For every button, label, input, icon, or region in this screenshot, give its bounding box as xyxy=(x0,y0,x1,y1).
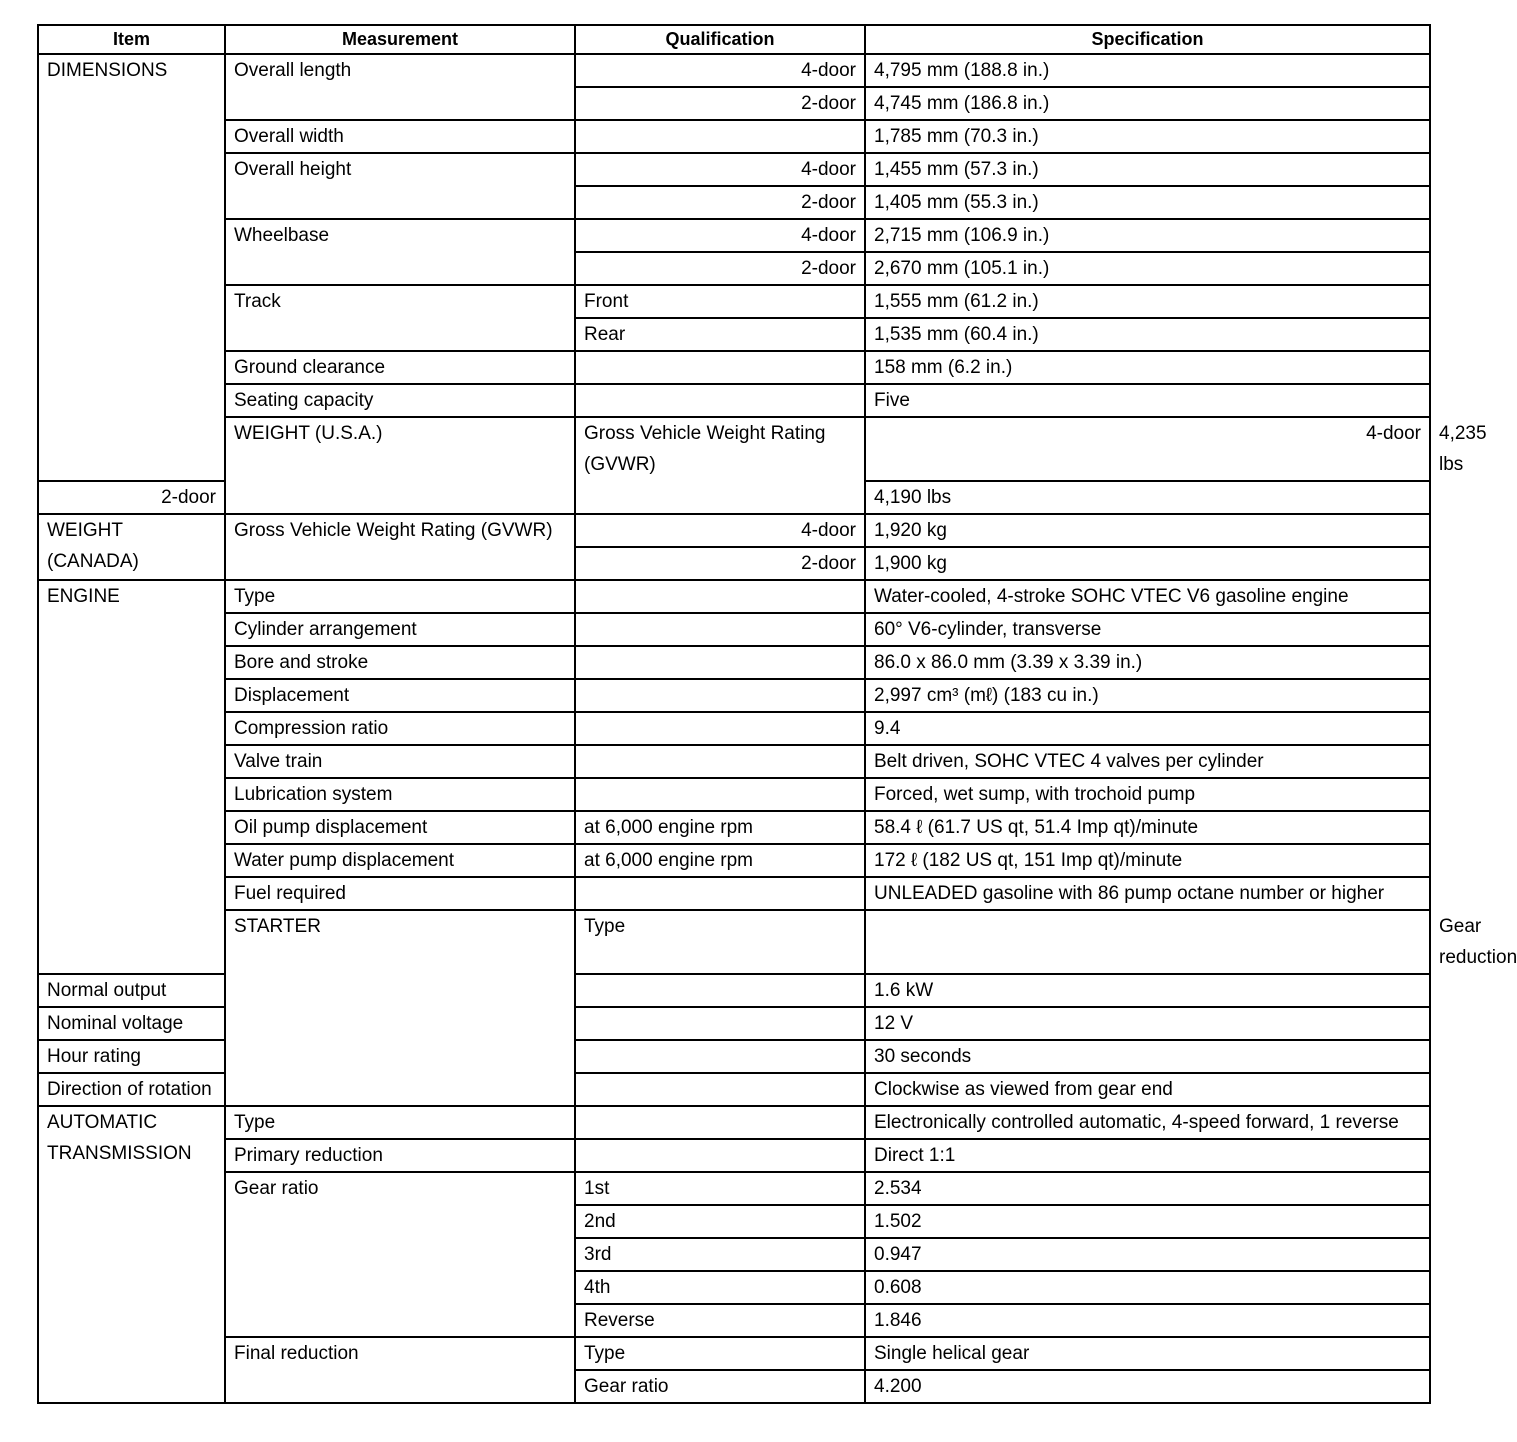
qualification-cell xyxy=(575,1073,865,1106)
item-cell: ENGINE xyxy=(38,580,225,974)
table-row xyxy=(38,646,1430,679)
specification-cell: 1,900 kg xyxy=(865,547,1430,580)
specification-cell: 1,555 mm (61.2 in.) xyxy=(865,285,1430,318)
qualification-cell: Reverse xyxy=(575,1304,865,1337)
specification-cell: Clockwise as viewed from gear end xyxy=(865,1073,1430,1106)
measurement-cell: Water pump displacement xyxy=(225,844,575,877)
table-row xyxy=(38,877,1430,910)
qualification-cell xyxy=(575,745,865,778)
measurement-cell: Cylinder arrangement xyxy=(225,613,575,646)
table-row: WEIGHT (U.S.A.) Gross Vehicle Weight Rating (GVWR) 4-door 4,235 lbs xyxy=(38,417,1430,481)
specification-cell: 172 ℓ (182 US qt, 151 Imp qt)/minute xyxy=(865,844,1430,877)
qualification-cell xyxy=(575,974,865,1007)
qualification-cell: 4-door xyxy=(575,54,865,87)
table-row xyxy=(38,613,1430,646)
qualification-cell: at 6,000 engine rpm xyxy=(575,811,865,844)
qualification-cell xyxy=(575,646,865,679)
item-cell: STARTER xyxy=(225,910,575,1106)
qualification-cell: Rear xyxy=(575,318,865,351)
specification-cell: 1,405 mm (55.3 in.) xyxy=(865,186,1430,219)
specification-cell: 4.200 xyxy=(865,1370,1430,1403)
table-row xyxy=(38,384,1430,417)
qualification-cell: Front xyxy=(575,285,865,318)
table-row xyxy=(38,514,1430,547)
qualification-cell xyxy=(575,1007,865,1040)
qualification-cell: Type xyxy=(575,1337,865,1370)
table-row xyxy=(38,351,1430,384)
table-row xyxy=(38,285,1430,318)
header-item: Item xyxy=(38,25,225,54)
specification-cell: 4,745 mm (186.8 in.) xyxy=(865,87,1430,120)
qualification-cell xyxy=(575,679,865,712)
specification-cell: 1,920 kg xyxy=(865,514,1430,547)
specification-cell: 0.947 xyxy=(865,1238,1430,1271)
qualification-cell xyxy=(575,877,865,910)
qualification-cell: 4-door xyxy=(575,153,865,186)
table-row xyxy=(38,1172,1430,1205)
table-row xyxy=(38,153,1430,186)
measurement-cell: Final reduction xyxy=(225,1337,575,1403)
specification-cell: 12 V xyxy=(865,1007,1430,1040)
measurement-cell: Bore and stroke xyxy=(225,646,575,679)
specification-cell: 58.4 ℓ (61.7 US qt, 51.4 Imp qt)/minute xyxy=(865,811,1430,844)
table-row xyxy=(38,844,1430,877)
specification-cell: 1,535 mm (60.4 in.) xyxy=(865,318,1430,351)
specification-cell: Forced, wet sump, with trochoid pump xyxy=(865,778,1430,811)
header-specification: Specification xyxy=(865,25,1430,54)
specification-cell: 1,455 mm (57.3 in.) xyxy=(865,153,1430,186)
specification-cell: 158 mm (6.2 in.) xyxy=(865,351,1430,384)
qualification-cell: 2nd xyxy=(575,1205,865,1238)
table-row xyxy=(38,712,1430,745)
qualification-cell xyxy=(575,1106,865,1139)
qualification-cell: 4-door xyxy=(575,219,865,252)
qualification-cell xyxy=(575,778,865,811)
specifications-table xyxy=(37,24,1517,1404)
table-body xyxy=(38,54,1517,1403)
specification-cell: 86.0 x 86.0 mm (3.39 x 3.39 in.) xyxy=(865,646,1430,679)
item-cell: AUTOMATIC TRANSMISSION xyxy=(38,1106,225,1403)
specification-cell: UNLEADED gasoline with 86 pump octane number or higher xyxy=(865,877,1430,910)
qualification-cell: Gear ratio xyxy=(575,1370,865,1403)
qualification-cell xyxy=(575,351,865,384)
measurement-cell: Overall length xyxy=(225,54,575,120)
specification-cell: 30 seconds xyxy=(865,1040,1430,1073)
measurement-cell: Gross Vehicle Weight Rating (GVWR) xyxy=(575,417,865,514)
specification-cell: 2.534 xyxy=(865,1172,1430,1205)
table-row xyxy=(38,580,1430,613)
measurement-cell: Valve train xyxy=(225,745,575,778)
specification-cell: 2,997 cm³ (mℓ) (183 cu in.) xyxy=(865,679,1430,712)
qualification-cell: 4-door xyxy=(575,514,865,547)
measurement-cell: Fuel required xyxy=(225,877,575,910)
qualification-cell xyxy=(865,910,1430,974)
measurement-cell: Seating capacity xyxy=(225,384,575,417)
header-qualification: Qualification xyxy=(575,25,865,54)
specification-cell: Five xyxy=(865,384,1430,417)
table-row xyxy=(38,679,1430,712)
specification-cell: Water-cooled, 4-stroke SOHC VTEC V6 gasoline engine xyxy=(865,580,1430,613)
specification-cell: 9.4 xyxy=(865,712,1430,745)
measurement-cell: Compression ratio xyxy=(225,712,575,745)
specification-cell: 1.6 kW xyxy=(865,974,1430,1007)
measurement-cell: Nominal voltage xyxy=(38,1007,225,1040)
measurement-cell: Direction of rotation xyxy=(38,1073,225,1106)
qualification-cell xyxy=(575,712,865,745)
qualification-cell xyxy=(575,120,865,153)
measurement-cell: Ground clearance xyxy=(225,351,575,384)
header-measurement: Measurement xyxy=(225,25,575,54)
table-row xyxy=(38,1106,1430,1139)
measurement-cell: Normal output xyxy=(38,974,225,1007)
measurement-cell: Hour rating xyxy=(38,1040,225,1073)
qualification-cell: 2-door xyxy=(575,186,865,219)
qualification-cell: 4-door xyxy=(865,417,1430,481)
table-row xyxy=(38,778,1430,811)
qualification-cell: at 6,000 engine rpm xyxy=(575,844,865,877)
measurement-cell: Track xyxy=(225,285,575,351)
measurement-cell: Type xyxy=(225,1106,575,1139)
table-row xyxy=(38,811,1430,844)
qualification-cell: 2-door xyxy=(575,87,865,120)
qualification-cell: 2-door xyxy=(575,252,865,285)
measurement-cell: Overall width xyxy=(225,120,575,153)
table-row xyxy=(38,745,1430,778)
qualification-cell: 3rd xyxy=(575,1238,865,1271)
specification-cell: 1.502 xyxy=(865,1205,1430,1238)
header-row xyxy=(38,25,1430,54)
qualification-cell xyxy=(575,613,865,646)
specification-cell: 1.846 xyxy=(865,1304,1430,1337)
measurement-cell: Type xyxy=(575,910,865,974)
specification-cell: Belt driven, SOHC VTEC 4 valves per cylinder xyxy=(865,745,1430,778)
qualification-cell xyxy=(575,1139,865,1172)
qualification-cell xyxy=(575,1040,865,1073)
table-row xyxy=(38,219,1430,252)
item-cell: DIMENSIONS xyxy=(38,54,225,481)
item-cell: WEIGHT (U.S.A.) xyxy=(225,417,575,514)
measurement-cell: Gross Vehicle Weight Rating (GVWR) xyxy=(225,514,575,580)
measurement-cell: Oil pump displacement xyxy=(225,811,575,844)
qualification-cell: 4th xyxy=(575,1271,865,1304)
table-row xyxy=(38,54,1430,87)
measurement-cell: Gear ratio xyxy=(225,1172,575,1337)
qualification-cell: 1st xyxy=(575,1172,865,1205)
measurement-cell: Wheelbase xyxy=(225,219,575,285)
specification-cell: Direct 1:1 xyxy=(865,1139,1430,1172)
qualification-cell xyxy=(575,580,865,613)
qualification-cell: 2-door xyxy=(38,481,225,514)
measurement-cell: Primary reduction xyxy=(225,1139,575,1172)
specification-cell: 0.608 xyxy=(865,1271,1430,1304)
measurement-cell: Overall height xyxy=(225,153,575,219)
measurement-cell: Lubrication system xyxy=(225,778,575,811)
table-row xyxy=(38,120,1430,153)
specification-cell: 2,715 mm (106.9 in.) xyxy=(865,219,1430,252)
specification-cell: 4,795 mm (188.8 in.) xyxy=(865,54,1430,87)
measurement-cell: Displacement xyxy=(225,679,575,712)
specification-cell: 60° V6-cylinder, transverse xyxy=(865,613,1430,646)
table-row xyxy=(38,1337,1430,1370)
specification-cell: Electronically controlled automatic, 4-speed forward, 1 reverse xyxy=(865,1106,1430,1139)
specification-cell: 4,190 lbs xyxy=(865,481,1430,514)
specification-cell: 1,785 mm (70.3 in.) xyxy=(865,120,1430,153)
measurement-cell: Type xyxy=(225,580,575,613)
specification-cell: 2,670 mm (105.1 in.) xyxy=(865,252,1430,285)
table-row: STARTER Type Gear reduction xyxy=(38,910,1430,974)
qualification-cell: 2-door xyxy=(575,547,865,580)
qualification-cell xyxy=(575,384,865,417)
item-cell: WEIGHT (CANADA) xyxy=(38,514,225,580)
specification-cell: Single helical gear xyxy=(865,1337,1430,1370)
table-row xyxy=(38,1139,1430,1172)
